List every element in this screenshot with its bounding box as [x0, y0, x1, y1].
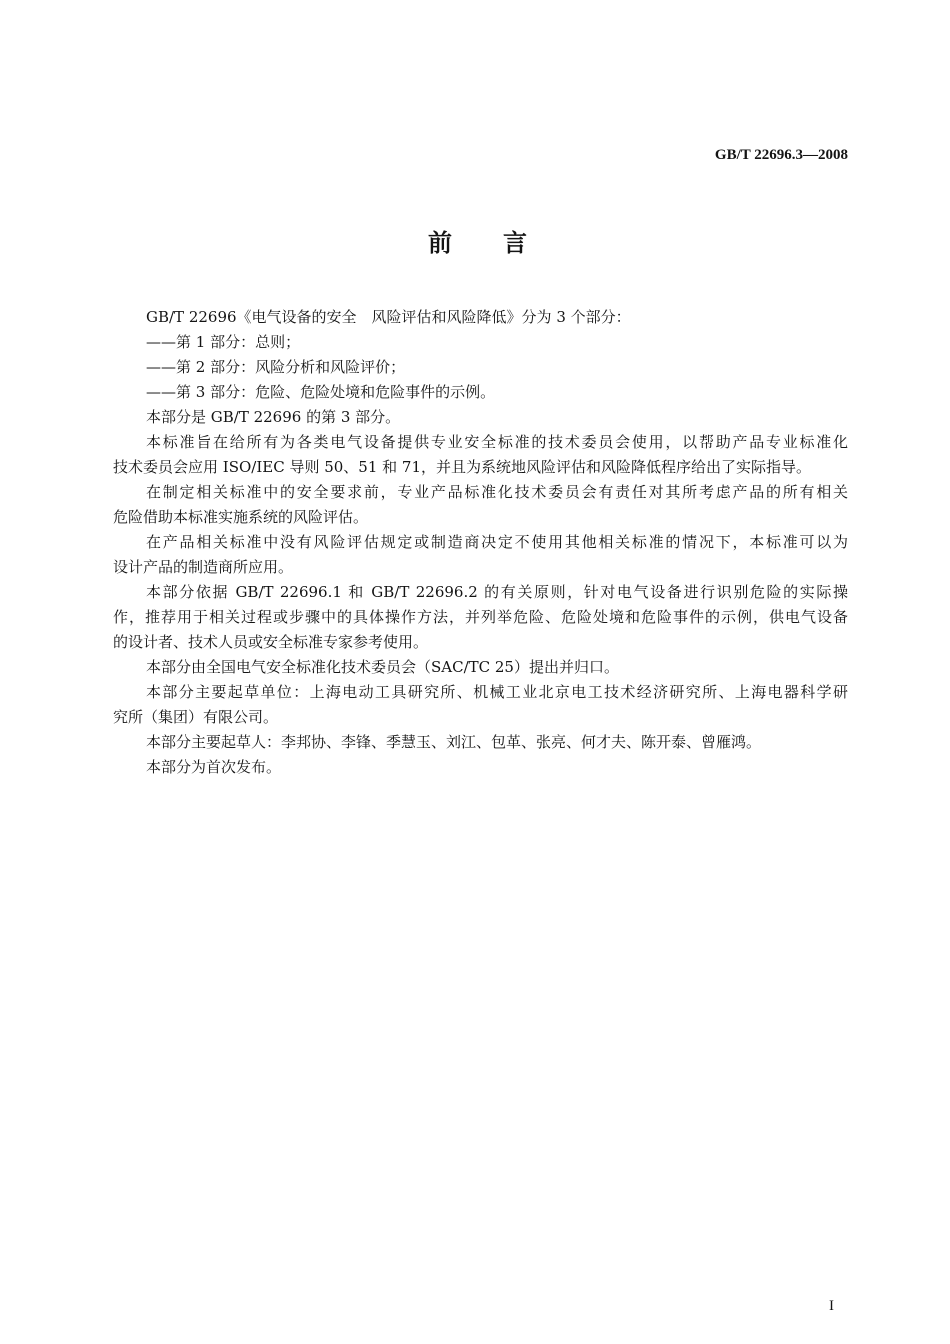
text-line: GB/T 22696《电气设备的安全 风险评估和风险降低》分为 3 个部分： [146, 308, 631, 326]
part-list-item-1 [113, 330, 848, 355]
text-line: 作，推荐用于相关过程或步骤中的具体操作方法，并列举危险、危险处境和危险事件的示例，供电气设备 [113, 608, 848, 626]
text-line: 的设计者、技术人员或安全标准专家参考使用。 [113, 633, 429, 651]
text-line: 在制定相关标准中的安全要求前，专业产品标准化技术委员会有责任对其所考虑产品的所有相关 [146, 483, 848, 501]
applicability-paragraph [113, 530, 848, 580]
text-line: 本标准旨在给所有为各类电气设备提供专业安全标准的技术委员会使用，以帮助产品专业标准化 [146, 433, 848, 451]
text-line: 设计产品的制造商所应用。 [113, 558, 294, 576]
page-title: 前言 [428, 228, 578, 257]
first-issue-paragraph [113, 755, 848, 780]
text-line: 究所（集团）有限公司。 [113, 708, 279, 726]
drafting-units-paragraph [113, 680, 848, 730]
part-statement-paragraph [113, 405, 848, 430]
text-line: 危险借助本标准实施系统的风险评估。 [113, 508, 369, 526]
text-line: 本部分主要起草人：李邦协、李锋、季慧玉、刘江、包革、张亮、何才夫、陈开泰、曾雁鸿。 [146, 733, 762, 751]
text-line: ——第 2 部分：风险分析和风险评价； [146, 358, 406, 376]
text-line: 本部分依据 GB/T 22696.1 和 GB/T 22696.2 的有关原则，针对电气设备进行识别危险的实际操 [146, 583, 848, 601]
text-line: 本部分主要起草单位：上海电动工具研究所、机械工业北京电工技术经济研究所、上海电器科学研 [146, 683, 848, 701]
text-line: 本部分是 GB/T 22696 的第 3 部分。 [146, 408, 401, 426]
foreword-body [113, 305, 848, 780]
text-line: ——第 1 部分：总则； [146, 333, 301, 351]
text-line: 本部分由全国电气安全标准化技术委员会（SAC/TC 25）提出并归口。 [146, 658, 619, 676]
drafters-paragraph [113, 730, 848, 755]
text-line: ——第 3 部分：危险、危险处境和危险事件的示例。 [146, 383, 496, 401]
text-line: 本部分为首次发布。 [146, 758, 282, 776]
text-line: 技术委员会应用 ISO/IEC 导则 50、51 和 71，并且为系统地风险评估和风险降低程序给出了实际指导。 [113, 458, 812, 476]
part-list-item-3 [113, 380, 848, 405]
part-list-item-2 [113, 355, 848, 380]
standard-code-header: GB/T 22696.3—2008 [714, 147, 848, 163]
proposer-paragraph [113, 655, 848, 680]
intro-paragraph [113, 305, 848, 330]
responsibility-paragraph [113, 480, 848, 530]
basis-paragraph [113, 580, 848, 655]
page-number: I [829, 1298, 834, 1314]
text-line: 在产品相关标准中没有风险评估规定或制造商决定不使用其他相关标准的情况下，本标准可以为 [146, 533, 848, 551]
purpose-paragraph [113, 430, 848, 480]
